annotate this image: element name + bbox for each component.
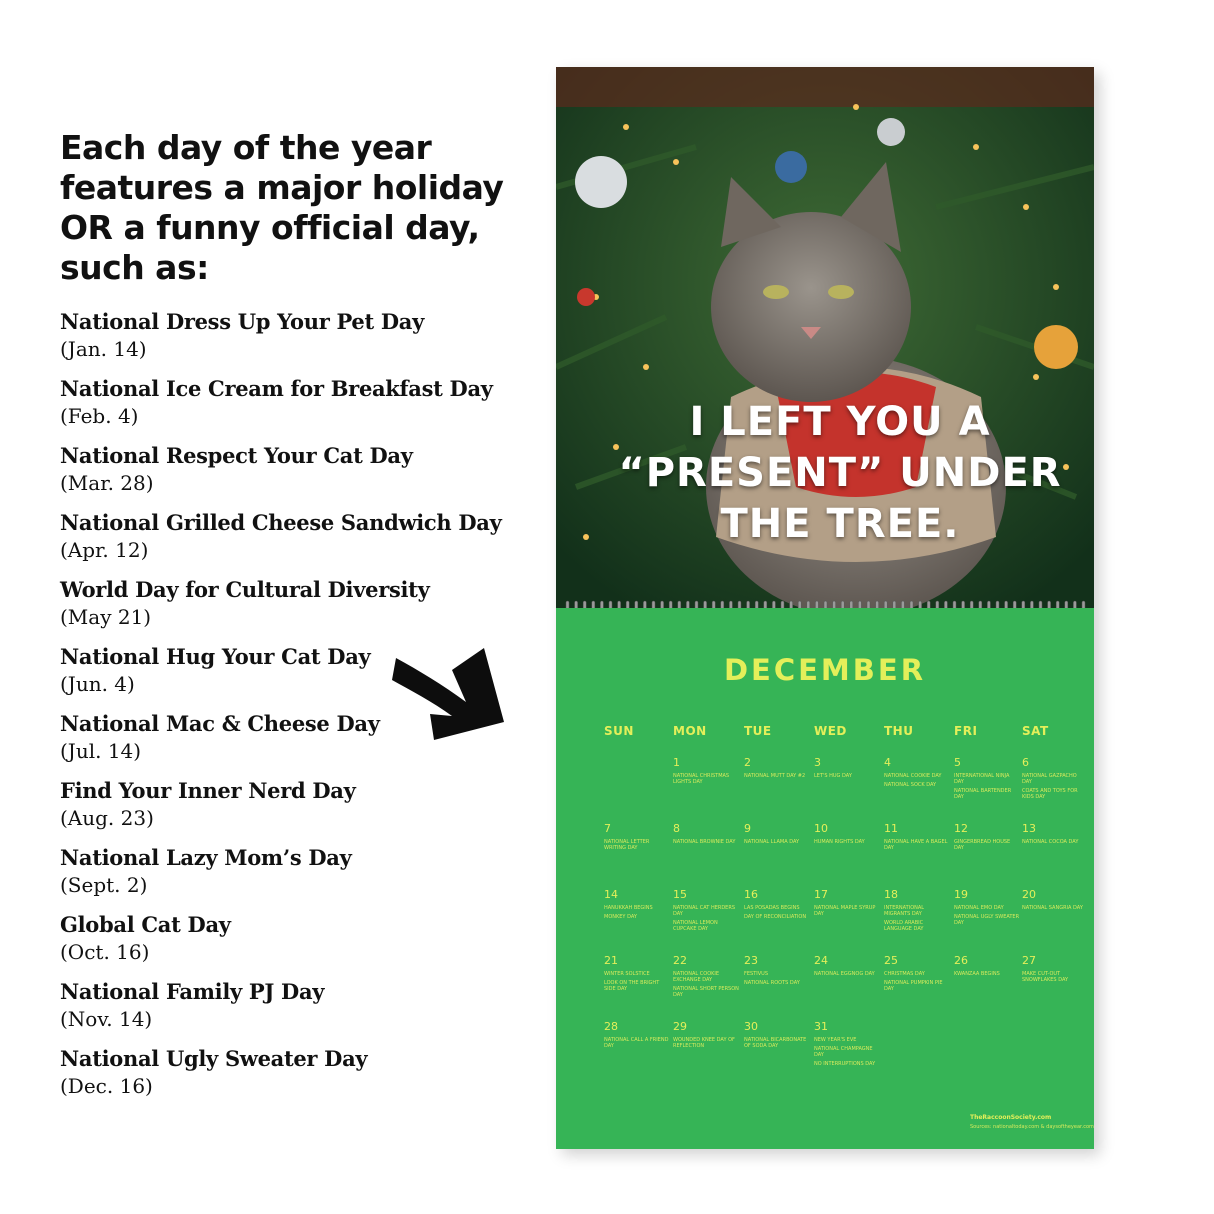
holiday-name: National Dress Up Your Pet Day <box>60 309 424 334</box>
day-cell <box>1022 822 1088 886</box>
day-number: 27 <box>1022 954 1036 967</box>
holiday-name: Find Your Inner Nerd Day <box>60 778 356 803</box>
list-item <box>60 978 530 1045</box>
list-item <box>60 576 530 643</box>
december-page <box>556 608 1094 1149</box>
day-cell <box>814 954 880 1018</box>
day-event: INTERNATIONAL MIGRANTS DAY <box>884 905 925 917</box>
day-event: NATIONAL SHORT PERSON DAY <box>673 986 739 998</box>
day-number: 10 <box>814 822 828 835</box>
holiday-name: National Lazy Mom’s Day <box>60 845 352 870</box>
headline-line: features a major holiday <box>60 168 504 207</box>
day-event: NATIONAL CHAMPAGNE DAY <box>814 1046 873 1058</box>
holiday-date: (May 21) <box>60 605 152 629</box>
day-number: 13 <box>1022 822 1036 835</box>
day-event: NATIONAL BROWNIE DAY <box>673 839 736 845</box>
cat-photo <box>556 67 1094 608</box>
day-event: NATIONAL LEMON CUPCAKE DAY <box>673 920 718 932</box>
day-event: MAKE CUT-OUT SNOWFLAKES DAY <box>1022 971 1069 983</box>
list-item <box>60 777 530 844</box>
day-number: 19 <box>954 888 968 901</box>
holiday-date: (Dec. 16) <box>60 1074 153 1098</box>
weekday-header: SAT <box>1022 724 1049 738</box>
caption-line: I LEFT YOU A <box>689 399 991 445</box>
wall-calendar <box>556 67 1094 1149</box>
day-number: 17 <box>814 888 828 901</box>
holiday-date: (Mar. 28) <box>60 471 154 495</box>
day-cell <box>744 888 810 952</box>
day-number: 4 <box>884 756 891 769</box>
day-cell <box>604 954 670 1018</box>
headline-line: such as: <box>60 248 209 287</box>
day-cell <box>744 822 810 886</box>
day-cell <box>1022 888 1088 952</box>
day-number: 11 <box>884 822 898 835</box>
holiday-date: (Nov. 14) <box>60 1007 153 1031</box>
day-number: 29 <box>673 1020 687 1033</box>
list-item <box>60 509 530 576</box>
day-event: NATIONAL BICARBONATE OF SODA DAY <box>744 1037 807 1049</box>
holiday-date: (Feb. 4) <box>60 404 139 428</box>
day-event: WOUNDED KNEE DAY OF REFLECTION <box>673 1037 735 1049</box>
day-cell <box>954 954 1020 1018</box>
day-event: NATIONAL SOCK DAY <box>884 782 937 788</box>
holiday-date: (Oct. 16) <box>60 940 150 964</box>
day-number: 12 <box>954 822 968 835</box>
photo-caption <box>586 397 1094 550</box>
day-cell <box>604 1020 670 1084</box>
caption-line: “PRESENT” UNDER <box>618 450 1062 496</box>
holiday-date: (Sept. 2) <box>60 873 148 897</box>
holiday-date: (Jun. 4) <box>60 672 135 696</box>
day-number: 30 <box>744 1020 758 1033</box>
holiday-name: National Hug Your Cat Day <box>60 644 371 669</box>
day-number: 18 <box>884 888 898 901</box>
day-cell <box>884 954 950 1018</box>
day-event: GINGERBREAD HOUSE DAY <box>954 839 1011 851</box>
day-event: NATIONAL CALL A FRIEND DAY <box>604 1037 669 1049</box>
day-event: NATIONAL COCOA DAY <box>1022 839 1079 845</box>
headline-line: Each day of the year <box>60 128 432 167</box>
day-event: NATIONAL EMO DAY <box>954 905 1004 911</box>
day-cell <box>954 888 1020 952</box>
holiday-name: National Grilled Cheese Sandwich Day <box>60 510 502 535</box>
holiday-name: World Day for Cultural Diversity <box>60 577 430 602</box>
day-cell <box>884 756 950 820</box>
day-event: HUMAN RIGHTS DAY <box>814 839 865 845</box>
day-number: 22 <box>673 954 687 967</box>
day-event: NATIONAL BARTENDER DAY <box>954 788 1012 800</box>
day-event: NEW YEAR'S EVE <box>814 1037 857 1043</box>
day-number: 31 <box>814 1020 828 1033</box>
headline-line: OR a funny official day, <box>60 208 480 247</box>
day-number: 25 <box>884 954 898 967</box>
day-number: 20 <box>1022 888 1036 901</box>
promo-headline <box>60 128 530 288</box>
day-event: WINTER SOLSTICE <box>604 971 650 977</box>
weekday-header: THU <box>884 724 914 738</box>
arrow-icon <box>388 640 513 745</box>
day-event: NATIONAL MAPLE SYRUP DAY <box>814 905 876 917</box>
day-event: NATIONAL SANGRIA DAY <box>1022 905 1083 911</box>
list-item <box>60 844 530 911</box>
day-cell <box>1022 954 1088 1018</box>
footer-sources: Sources: nationaltoday.com & daysoftheyear.com <box>970 1124 1094 1130</box>
day-event: LOOK ON THE BRIGHT SIDE DAY <box>604 980 660 992</box>
weekday-header: TUE <box>744 724 772 738</box>
day-number: 23 <box>744 954 758 967</box>
caption-line: THE TREE. <box>720 501 960 547</box>
day-event: KWANZAA BEGINS <box>954 971 1000 977</box>
holiday-date: (Jan. 14) <box>60 337 147 361</box>
holiday-date: (Aug. 23) <box>60 806 154 830</box>
footer-website: TheRaccoonSociety.com <box>970 1114 1052 1121</box>
day-number: 15 <box>673 888 687 901</box>
day-number: 2 <box>744 756 751 769</box>
day-event: NATIONAL HAVE A BAGEL DAY <box>884 839 948 851</box>
day-number: 26 <box>954 954 968 967</box>
day-number: 21 <box>604 954 618 967</box>
day-event: WORLD ARABIC LANGUAGE DAY <box>884 920 924 932</box>
day-event: NATIONAL GAZPACHO DAY <box>1022 773 1077 785</box>
day-event: INTERNATIONAL NINJA DAY <box>954 773 1010 785</box>
day-event: NATIONAL UGLY SWEATER DAY <box>954 914 1020 926</box>
day-number: 5 <box>954 756 961 769</box>
day-number: 7 <box>604 822 611 835</box>
day-cell <box>604 888 670 952</box>
day-number: 8 <box>673 822 680 835</box>
holiday-name: National Ice Cream for Breakfast Day <box>60 376 493 401</box>
weekday-header: WED <box>814 724 847 738</box>
list-item <box>60 1045 530 1112</box>
day-cell <box>814 756 880 820</box>
holiday-date: (Apr. 12) <box>60 538 149 562</box>
list-item <box>60 442 530 509</box>
day-cell <box>954 756 1020 820</box>
list-item <box>60 308 530 375</box>
day-event: CHRISTMAS DAY <box>884 971 925 977</box>
day-event: NATIONAL LETTER WRITING DAY <box>604 839 650 851</box>
day-cell <box>604 822 670 886</box>
day-cell <box>673 888 739 952</box>
day-event: NATIONAL COOKIE EXCHANGE DAY <box>673 971 720 983</box>
day-cell <box>1022 756 1088 820</box>
day-number: 1 <box>673 756 680 769</box>
day-cell <box>814 822 880 886</box>
day-event: NATIONAL ROOTS DAY <box>744 980 800 986</box>
day-cell <box>814 888 880 952</box>
holiday-name: Global Cat Day <box>60 912 231 937</box>
day-cell <box>744 756 810 820</box>
day-event: LET'S HUG DAY <box>814 773 852 779</box>
day-cell <box>954 822 1020 886</box>
day-cell <box>884 822 950 886</box>
day-event: NATIONAL CAT HERDERS DAY <box>673 905 735 917</box>
day-cell <box>673 954 739 1018</box>
day-number: 28 <box>604 1020 618 1033</box>
weekday-header: SUN <box>604 724 634 738</box>
day-cell <box>673 756 739 820</box>
day-event: NATIONAL CHRISTMAS LIGHTS DAY <box>673 773 730 785</box>
day-number: 16 <box>744 888 758 901</box>
day-event: LAS POSADAS BEGINS <box>744 905 800 911</box>
weekday-header: MON <box>673 724 707 738</box>
day-number: 14 <box>604 888 618 901</box>
day-event: NATIONAL EGGNOG DAY <box>814 971 875 977</box>
day-event: NO INTERRUPTIONS DAY <box>814 1061 876 1067</box>
holiday-name: National Respect Your Cat Day <box>60 443 413 468</box>
day-cell <box>884 888 950 952</box>
day-number: 9 <box>744 822 751 835</box>
weekday-header: FRI <box>954 724 978 738</box>
day-number: 24 <box>814 954 828 967</box>
day-event: NATIONAL MUTT DAY #2 <box>744 773 806 779</box>
day-cell <box>744 1020 810 1084</box>
day-event: NATIONAL LLAMA DAY <box>744 839 800 845</box>
holiday-name: National Ugly Sweater Day <box>60 1046 368 1071</box>
holiday-name: National Family PJ Day <box>60 979 325 1004</box>
day-cell <box>814 1020 880 1084</box>
day-event: COATS AND TOYS FOR KIDS DAY <box>1022 788 1078 800</box>
month-title: DECEMBER <box>723 653 927 687</box>
day-event: DAY OF RECONCILIATION <box>744 914 807 920</box>
day-event: HANUKKAH BEGINS <box>604 905 653 911</box>
day-cell <box>673 1020 739 1084</box>
holiday-date: (Jul. 14) <box>60 739 142 763</box>
day-cell <box>744 954 810 1018</box>
list-item <box>60 911 530 978</box>
holiday-name: National Mac & Cheese Day <box>60 711 380 736</box>
day-event: NATIONAL COOKIE DAY <box>884 773 942 779</box>
day-number: 6 <box>1022 756 1029 769</box>
list-item <box>60 375 530 442</box>
day-event: NATIONAL PUMPKIN PIE DAY <box>884 980 943 992</box>
day-event: MONKEY DAY <box>604 914 637 920</box>
day-number: 3 <box>814 756 821 769</box>
day-event: FESTIVUS <box>744 971 768 977</box>
day-cell <box>673 822 739 886</box>
